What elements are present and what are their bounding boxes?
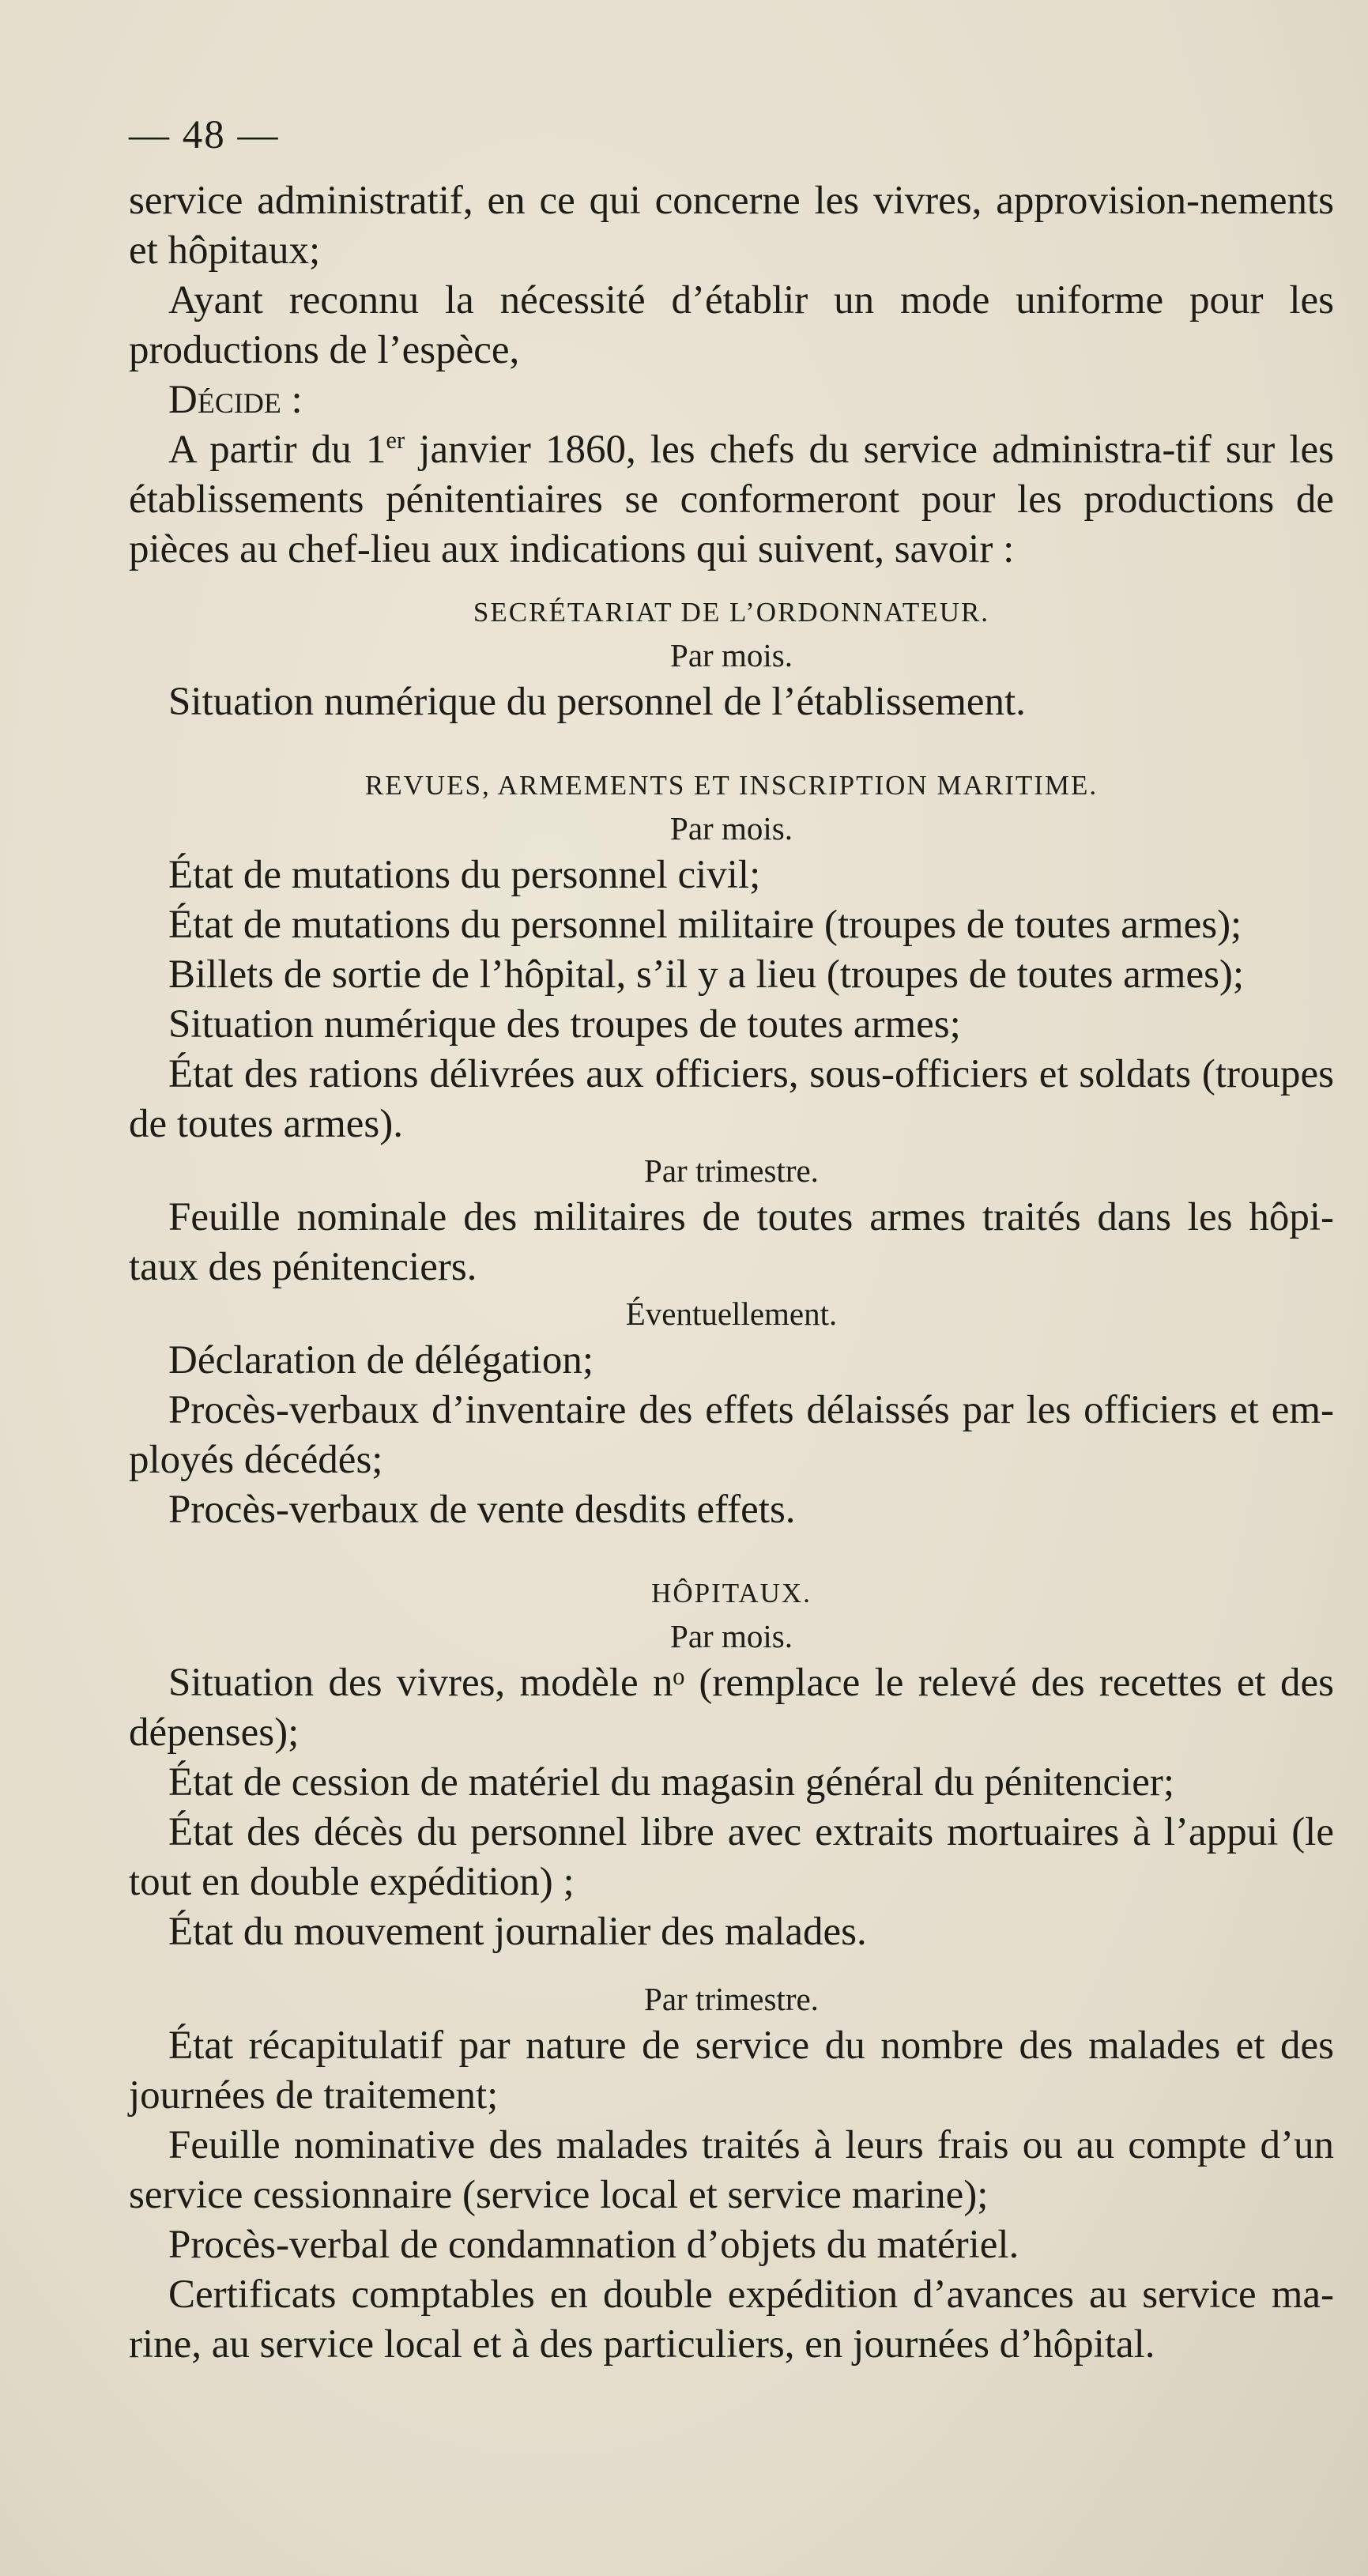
main-paragraph xyxy=(129,425,1334,575)
list-item: Situation numérique du personnel de l’établissement. xyxy=(168,680,1026,724)
list-item: Feuille nominale des militaires de toutes armes traités dans les hôpi-taux des pénitenciers. xyxy=(129,1195,1334,1289)
ordinal-superscript: er xyxy=(386,427,405,454)
list-item: État des rations délivrées aux officiers, sous-officiers et soldats (troupes de toutes armes). xyxy=(129,1052,1334,1146)
list-item: Feuille nominative des malades traités à leurs frais ou au compte d’un service cessionnaire (service local et service marine); xyxy=(129,2123,1334,2217)
text-column xyxy=(129,111,1334,2370)
list-item: État de cession de matériel du magasin général du pénitencier; xyxy=(168,1760,1175,1805)
decide-heading: Décide : xyxy=(168,378,303,422)
list-item: Certificats comptables en double expédition d’avances au service ma-rine, au service local et à des particuliers, en journées d’hôpital. xyxy=(129,2272,1334,2367)
section-title: HÔPITAUX. xyxy=(651,1578,812,1609)
list-item: État des décès du personnel libre avec extraits mortuaires à l’appui (le tout en double expédition) ; xyxy=(129,1810,1334,1904)
list-item: Situation des vivres, modèle nᵒ (remplace le relevé des recettes et des dépenses); xyxy=(129,1661,1334,1755)
list-item: État de mutations du personnel militaire (troupes de toutes armes); xyxy=(168,903,1242,947)
list-item: Procès-verbal de condamnation d’objets du matériel. xyxy=(168,2223,1019,2267)
period-heading: Par trimestre. xyxy=(644,1981,819,2017)
period-heading: Par mois. xyxy=(670,810,793,847)
period-heading: Par mois. xyxy=(670,637,793,673)
list-item: État récapitulatif par nature de service du nombre des malades et des journées de traitement; xyxy=(129,2023,1334,2118)
period-heading: Par mois. xyxy=(670,1618,793,1654)
list-item: Billets de sortie de l’hôpital, s’il y a lieu (troupes de toutes armes); xyxy=(168,952,1245,997)
list-item: État du mouvement journalier des malades. xyxy=(168,1910,867,1954)
list-item: État de mutations du personnel civil; xyxy=(168,853,761,897)
intro-line: service administratif, en ce qui concerne les vivres, approvision-nements et hôpitaux; xyxy=(129,179,1334,273)
main-paragraph-prefix: A partir du 1 xyxy=(168,428,386,472)
period-heading: Par trimestre. xyxy=(644,1152,819,1189)
section-title: SECRÉTARIAT DE L’ORDONNATEUR. xyxy=(473,597,990,628)
page-number: — 48 — xyxy=(129,113,280,157)
list-item: Procès-verbaux d’inventaire des effets délaissés par les officiers et em-ployés décédés; xyxy=(129,1388,1334,1482)
period-heading: Éventuellement. xyxy=(625,1296,838,1332)
section-title: REVUES, ARMEMENTS ET INSCRIPTION MARITIME. xyxy=(364,770,1099,801)
list-item: Situation numérique des troupes de toutes armes; xyxy=(168,1002,961,1047)
list-item: Déclaration de délégation; xyxy=(168,1338,594,1382)
intro-line: Ayant reconnu la nécessité d’établir un mode uniforme pour les productions de l’espèce, xyxy=(129,278,1334,372)
list-item: Procès-verbaux de vente desdits effets. xyxy=(168,1488,796,1532)
main-paragraph-rest: janvier 1860, les chefs du service administra-tif sur les établissements pénitentiaires se conformeront pour les productions de pièces au chef-lieu aux indications qui suivent, savoir : xyxy=(129,428,1334,571)
